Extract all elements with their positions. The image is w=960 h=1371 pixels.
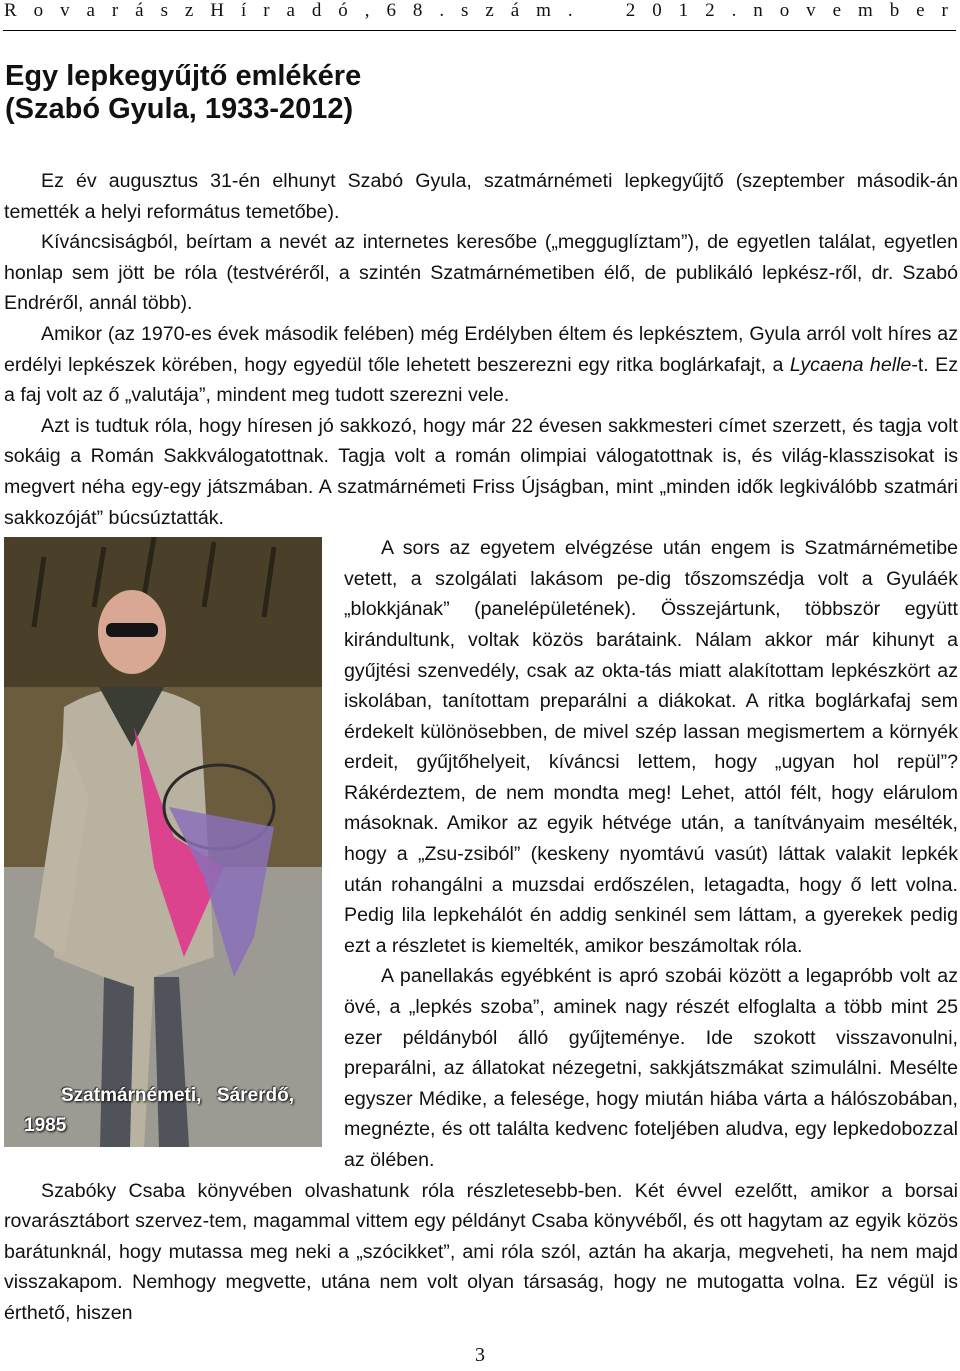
issue-date: 2 0 1 2 . n o v e m b e r [625,0,954,21]
journal-name: R o v a r á s z H í r a d ó , 6 8 . s z á m . [4,0,579,21]
header-rule [3,30,956,31]
photo-caption: Szatmárnémeti, Sárerdő, 1985 [24,1085,294,1137]
title-line-2: (Szabó Gyula, 1933-2012) [5,93,354,125]
paragraph-1: Ez év augusztus 31-én elhunyt Szabó Gyula, szatmárnémeti lepkegyűjtő (szeptember második-án temették a helyi református temetőbe). [4,170,958,223]
paragraph-2: Kíváncsiságból, beírtam a nevét az internetes keresőbe („megguglíztam”), de egyetlen találat, egyetlen honlap sem jött be róla (testvéréről, a szintén Szatmárnémetiben élő, de publikáló lepkész-ről, dr. Szabó Endréről, annál több). [4,231,958,315]
paragraph-4: Azt is tudtuk róla, hogy híresen jó sakkozó, hogy már 22 évesen sakkmesteri címet szerzett, és tagja volt sokáig a Román Sakkválogatottnak. Tagja volt a román olimpiai válogatottnak is, és világ-klasszisokat is megvert néha egy-egy játszmában. A szatmárnémeti Friss Újságban, mint „minden idők legkiválóbb szatmári sakkozóját” búcsúztatták. [4,414,958,529]
title-line-1: Egy lepkegyűjtő emlékére [5,60,362,92]
portrait-illustration [4,537,322,1147]
paragraph-3 [4,319,958,411]
paragraph-3-text-a: Amikor (az 1970-es évek második felében) még Erdélyben éltem és lepkésztem, Gyula arról volt híres az erdélyi lepkészek körében, hogy egyedül tőle lehetett beszerezni egy ritka boglárkafajt, a [4,322,958,376]
portrait-photo [4,537,322,1147]
species-name: Lycaena helle [789,353,912,376]
paragraph-5-text: A sors az egyetem elvégzése után engem is Szatmárnémetibe vetett, a szolgálati lakásom pe-dig tőszomszédja volt a Gyuláék „blokkjának” (panelépületének). Összejártunk, többször együtt kirándultunk, voltak közös barátaink. Nálam akkor már kihunyt a gyűjtési szenvedély, csak az okta-tás miatt alakítottam lepkészkört az iskolában, tanítottam preparálni a diákokat. A ritka boglárkafaj sem érdekelt különösebben, de mivel szép lassan megismertem a környék erdeit, gyűjtőhelyeit, kíváncsi lettem, hogy „ugyan hol repül”? Rákérdeztem, de nem mondta meg! Lehet, attól félt, hogy elárulom másoknak. Amikor az egyik hétvége után, a tanítványaim mesélték, hogy a „Zsu-zsiból” (keskeny nyomtávú vasút) láttak valakit lepkék után rohangálni a muzsdai erdőszélen, letagadta, hogy ő lett volna. Pedig lila lepkehálót én addig senkinél sem láttam, a gyerekek pedig ezt a részletet is kiemelték, amikor beszámoltak róla. [344,537,958,957]
paragraph-7: Szabóky Csaba könyvében olvashatunk róla részletesebb-ben. Két évvel ezelőtt, amikor a borsai rovarásztábort szervez-tem, magammal vittem egy példányt Csaba könyvéből, és ott hagytam az egyik közös barátunknál, hogy mutassa meg neki a „szócikket”, ami róla szól, aztán ha akarja, megveheti, ha nem majd visszakapom. Nemhogy megvette, utána nem volt olyan társaság, hogy ne mutogatta volna. Ez végül is érthető, hiszen [4,1179,958,1324]
paragraph-6: A panellakás egyébként is apró szobái között a legapróbb volt az övé, a „lepkés szoba”, aminek nagy részét elfoglalta a több mint 25 ezer példányból álló gyűjteménye. Ide szokott visszavonulni, preparálni, az állatokat nézegetni, sakkjátszmákat szimulálni. Mesélte egyszer Médike, a felesége, hogy miután hiába várta a hálószobában, megnézte, és ott találta kedvenc foteljében aludva, egy lepkedobozzal az ölében. [344,965,958,1171]
running-header [4,0,954,28]
article-body [4,166,958,1329]
article-title [5,60,361,126]
paragraph-3-text-b: -t. Ez a faj volt az ő „valutája”, mindent meg tudott szerezni vele. [4,353,958,407]
page-number: 3 [475,1344,485,1366]
